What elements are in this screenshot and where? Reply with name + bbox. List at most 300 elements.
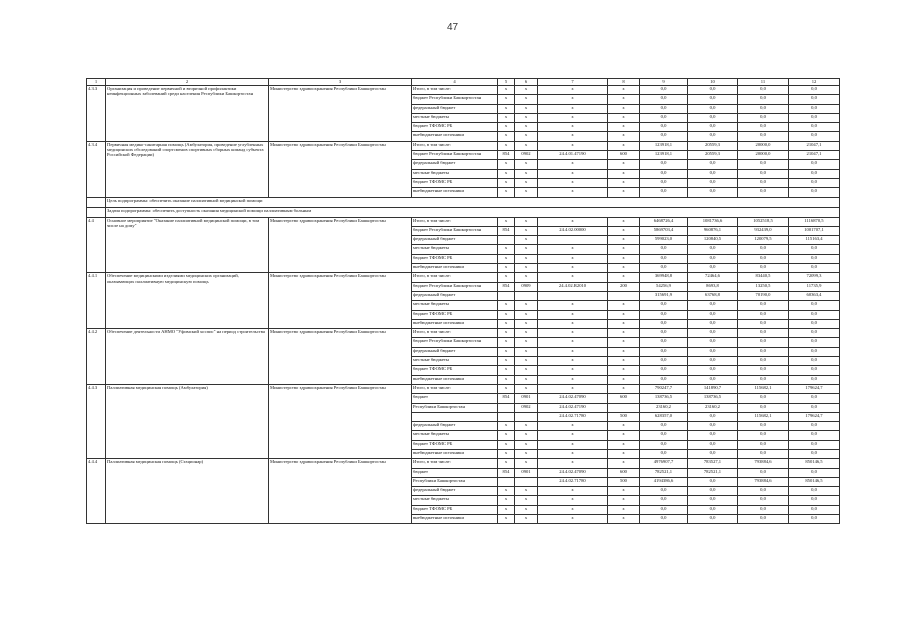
budget-code: x — [498, 301, 515, 310]
budget-code: 854 — [498, 394, 515, 403]
budget-code: x — [608, 188, 640, 197]
amount-value: 0,0 — [688, 487, 738, 496]
item-number: 4.4.1 — [87, 273, 106, 329]
budget-code: x — [608, 273, 640, 282]
amount-value: 5869703,4 — [640, 226, 688, 235]
funding-source: федеральный бюджет — [412, 160, 498, 169]
amount-value: 0,0 — [789, 329, 840, 338]
amount-value: 0,0 — [738, 496, 789, 505]
budget-code: x — [515, 254, 538, 263]
budget-code: x — [538, 254, 608, 263]
budget-code: x — [498, 366, 515, 375]
budget-code: x — [608, 160, 640, 169]
funding-source: внебюджетные источники — [412, 188, 498, 197]
budget-code: x — [538, 123, 608, 132]
amount-value: 0,0 — [688, 95, 738, 104]
budget-code: x — [498, 319, 515, 328]
item-name: Основное мероприятие "Оказание паллиативной медицинской помощи, в том числе на дому" — [106, 217, 269, 273]
budget-code: x — [538, 431, 608, 440]
funding-source: местные бюджеты — [412, 169, 498, 178]
amount-value: 0,0 — [640, 160, 688, 169]
amount-value: 0,0 — [738, 113, 789, 122]
funding-source: внебюджетные источники — [412, 449, 498, 458]
table-row — [87, 459, 840, 468]
funding-source: бюджет ТФОМС РБ — [412, 178, 498, 187]
budget-code: x — [498, 384, 515, 393]
budget-code: x — [608, 226, 640, 235]
amount-value: 0,0 — [688, 375, 738, 384]
amount-value: 0,0 — [640, 123, 688, 132]
header-cell: 7 — [538, 79, 608, 86]
funding-source: Итого, в том числе: — [412, 459, 498, 468]
item-executor: Министерство здравоохранения Республики Башкортостан — [269, 141, 412, 197]
budget-code: x — [498, 254, 515, 263]
budget-code: x — [608, 236, 640, 245]
budget-code: x — [515, 319, 538, 328]
funding-source: Итого, в том числе: — [412, 141, 498, 150]
amount-value: 0,0 — [789, 319, 840, 328]
amount-value: 179624,7 — [789, 412, 840, 421]
budget-code: x — [608, 113, 640, 122]
amount-value: 0,0 — [738, 188, 789, 197]
budget-code: x — [515, 431, 538, 440]
budget-code: x — [608, 347, 640, 356]
amount-value: 0,0 — [789, 515, 840, 524]
amount-value: 0,0 — [688, 169, 738, 178]
budget-code: x — [515, 226, 538, 235]
amount-value: 0,0 — [738, 449, 789, 458]
amount-value: 23160,2 — [640, 403, 688, 412]
budget-code: x — [498, 459, 515, 468]
amount-value: 0,0 — [688, 301, 738, 310]
funding-source: бюджет — [412, 468, 498, 477]
goal-row-text: Цель подпрограммы: обеспечить оказание паллиативной медицинской помощи — [106, 197, 840, 207]
budget-code: 0901 — [515, 394, 538, 403]
budget-code: x — [515, 384, 538, 393]
table-row — [87, 273, 840, 282]
item-number: 4.4.3 — [87, 384, 106, 458]
budget-code: x — [515, 264, 538, 273]
funding-source — [412, 412, 498, 421]
amount-value: 72464,6 — [688, 273, 738, 282]
budget-code: x — [608, 245, 640, 254]
budget-code: x — [498, 449, 515, 458]
budget-code: x — [498, 160, 515, 169]
budget-code: x — [538, 95, 608, 104]
amount-value: 0,0 — [640, 505, 688, 514]
header-cell: 9 — [640, 79, 688, 86]
funding-source: федеральный бюджет — [412, 347, 498, 356]
budget-code: x — [608, 422, 640, 431]
amount-value: 0,0 — [789, 178, 840, 187]
amount-value: 138736,5 — [640, 394, 688, 403]
budget-code: x — [538, 422, 608, 431]
funding-source: бюджет ТФОМС РБ — [412, 123, 498, 132]
funding-source: бюджет Республики Башкортостан — [412, 338, 498, 347]
budget-code — [515, 291, 538, 300]
budget-code: 854 — [498, 151, 515, 160]
budget-code: 854 — [498, 282, 515, 291]
budget-code: x — [498, 178, 515, 187]
amount-value: 21047,1 — [789, 141, 840, 150]
amount-value: 0,0 — [640, 188, 688, 197]
amount-value: 20000,0 — [738, 151, 789, 160]
budget-code: 24.4.02.47090 — [538, 394, 608, 403]
amount-value: 0,0 — [738, 515, 789, 524]
amount-value: 0,0 — [640, 319, 688, 328]
funding-source: Итого, в том числе: — [412, 86, 498, 95]
table-row — [87, 141, 840, 150]
budget-code: x — [498, 329, 515, 338]
budget-code: x — [515, 357, 538, 366]
budget-code: x — [608, 254, 640, 263]
amount-value: 1052518,5 — [738, 217, 789, 226]
task-row — [87, 207, 840, 217]
budget-code: x — [515, 422, 538, 431]
item-name: Обеспечение деятельности АНМО "Уфимский хоспис" на период строительства — [106, 329, 269, 385]
amount-value: 0,0 — [789, 301, 840, 310]
budget-code: x — [608, 141, 640, 150]
amount-value: 0,0 — [789, 264, 840, 273]
amount-value: 141890,7 — [688, 384, 738, 393]
budget-code: x — [498, 104, 515, 113]
budget-code: x — [515, 188, 538, 197]
budget-code: x — [608, 431, 640, 440]
budget-code: x — [538, 487, 608, 496]
budget-code: x — [608, 310, 640, 319]
budget-code: x — [538, 384, 608, 393]
amount-value: 0,0 — [738, 254, 789, 263]
budget-code: x — [608, 366, 640, 375]
amount-value: 0,0 — [789, 468, 840, 477]
budget-code: x — [498, 347, 515, 356]
budget-code: 24.4.02.47190 — [538, 403, 608, 412]
budget-code — [608, 403, 640, 412]
budget-code: 600 — [608, 151, 640, 160]
amount-value: 54256,9 — [640, 282, 688, 291]
header-cell: 4 — [412, 79, 498, 86]
amount-value: 0,0 — [738, 319, 789, 328]
goal-spacer — [87, 197, 106, 207]
amount-value: 0,0 — [738, 431, 789, 440]
amount-value: 0,0 — [789, 347, 840, 356]
budget-code: x — [608, 338, 640, 347]
amount-value: 0,0 — [640, 496, 688, 505]
budget-code: x — [608, 505, 640, 514]
table-row — [87, 86, 840, 95]
budget-code: x — [498, 245, 515, 254]
budget-code: x — [515, 515, 538, 524]
amount-value: 120079,5 — [738, 236, 789, 245]
amount-value: 0,0 — [738, 440, 789, 449]
budget-code: x — [515, 273, 538, 282]
budget-code: x — [498, 496, 515, 505]
budget-code — [498, 403, 515, 412]
funding-source: местные бюджеты — [412, 245, 498, 254]
amount-value: 123918,1 — [640, 141, 688, 150]
amount-value: 0,0 — [688, 123, 738, 132]
budget-code: x — [515, 217, 538, 226]
budget-code: x — [538, 347, 608, 356]
amount-value: 21047,1 — [789, 151, 840, 160]
funding-source: Итого, в том числе: — [412, 329, 498, 338]
amount-value: 782521,1 — [688, 468, 738, 477]
amount-value: 0,0 — [640, 310, 688, 319]
amount-value: 0,0 — [688, 113, 738, 122]
amount-value: 0,0 — [640, 169, 688, 178]
amount-value: 4194386,6 — [640, 477, 688, 486]
budget-code: x — [515, 347, 538, 356]
budget-code: x — [538, 375, 608, 384]
budget-code: x — [538, 505, 608, 514]
budget-code: 0909 — [515, 282, 538, 291]
program-financing-table — [86, 78, 840, 524]
budget-code: x — [538, 329, 608, 338]
budget-code: 24.4.02.71780 — [538, 477, 608, 486]
budget-code: 500 — [608, 477, 640, 486]
amount-value: 0,0 — [640, 366, 688, 375]
budget-code: x — [538, 366, 608, 375]
header-cell: 8 — [608, 79, 640, 86]
item-number: 4.4 — [87, 217, 106, 273]
budget-code: x — [538, 515, 608, 524]
budget-code: x — [515, 366, 538, 375]
budget-code: x — [515, 141, 538, 150]
budget-code: x — [608, 95, 640, 104]
amount-value: 0,0 — [640, 431, 688, 440]
amount-value: 0,0 — [789, 505, 840, 514]
budget-code: x — [498, 273, 515, 282]
budget-code: x — [515, 329, 538, 338]
budget-code: x — [538, 160, 608, 169]
amount-value: 1001707,1 — [789, 226, 840, 235]
amount-value: 0,0 — [688, 188, 738, 197]
budget-code: x — [538, 132, 608, 141]
amount-value: 0,0 — [688, 477, 738, 486]
amount-value: 115163,4 — [789, 236, 840, 245]
funding-source: местные бюджеты — [412, 431, 498, 440]
amount-value: 0,0 — [738, 95, 789, 104]
budget-code: x — [515, 160, 538, 169]
header-cell: 5 — [498, 79, 515, 86]
budget-code: x — [498, 141, 515, 150]
amount-value: 0,0 — [789, 440, 840, 449]
item-executor: Министерство здравоохранения Республики Башкортостан — [269, 459, 412, 524]
item-executor: Министерство здравоохранения Республики Башкортостан — [269, 384, 412, 458]
amount-value: 4976907,7 — [640, 459, 688, 468]
funding-source: внебюджетные источники — [412, 264, 498, 273]
budget-code: x — [608, 375, 640, 384]
funding-source: Республики Башкортостан — [412, 403, 498, 412]
amount-value: 0,0 — [688, 347, 738, 356]
item-number: 4.4.4 — [87, 459, 106, 524]
amount-value: 599023,0 — [640, 236, 688, 245]
amount-value: 0,0 — [640, 449, 688, 458]
budget-code: x — [515, 95, 538, 104]
budget-code: x — [608, 123, 640, 132]
budget-code: x — [538, 104, 608, 113]
amount-value: 0,0 — [640, 254, 688, 263]
amount-value: 6468726,4 — [640, 217, 688, 226]
amount-value: 0,0 — [789, 245, 840, 254]
budget-code: x — [515, 86, 538, 95]
amount-value: 0,0 — [640, 440, 688, 449]
budget-code: 600 — [608, 468, 640, 477]
budget-code: 24.4.02.R2010 — [538, 282, 608, 291]
item-executor: Министерство здравоохранения Республики Башкортостан — [269, 86, 412, 142]
amount-value: 0,0 — [738, 132, 789, 141]
amount-value: 23160,2 — [688, 403, 738, 412]
header-cell: 2 — [106, 79, 269, 86]
amount-value: 0,0 — [640, 347, 688, 356]
funding-source: федеральный бюджет — [412, 291, 498, 300]
budget-code: x — [498, 217, 515, 226]
budget-code: x — [515, 459, 538, 468]
amount-value: 120840,5 — [688, 236, 738, 245]
budget-code: x — [498, 515, 515, 524]
budget-code: x — [515, 487, 538, 496]
amount-value: 0,0 — [688, 357, 738, 366]
amount-value: 0,0 — [688, 104, 738, 113]
amount-value: 0,0 — [789, 338, 840, 347]
budget-code: 854 — [498, 226, 515, 235]
budget-code — [498, 236, 515, 245]
amount-value: 0,0 — [640, 264, 688, 273]
amount-value: 0,0 — [738, 86, 789, 95]
budget-code: x — [498, 264, 515, 273]
budget-code: x — [515, 245, 538, 254]
amount-value: 0,0 — [688, 245, 738, 254]
item-name: Обеспечение медицинскими изделиями медицинских организаций, оказывающих паллиативную медицинскую помощь — [106, 273, 269, 329]
budget-code: x — [498, 169, 515, 178]
funding-source: бюджет ТФОМС РБ — [412, 310, 498, 319]
amount-value: 0,0 — [688, 505, 738, 514]
item-executor: Министерство здравоохранения Республики Башкортостан — [269, 329, 412, 385]
budget-code: x — [608, 449, 640, 458]
amount-value: 70190,0 — [738, 291, 789, 300]
amount-value: 0,0 — [789, 160, 840, 169]
budget-code: x — [608, 319, 640, 328]
amount-value: 0,0 — [789, 496, 840, 505]
budget-code: 0901 — [515, 468, 538, 477]
budget-code: x — [608, 264, 640, 273]
budget-code: x — [538, 449, 608, 458]
amount-value: 0,0 — [789, 86, 840, 95]
amount-value: 783527,1 — [688, 459, 738, 468]
amount-value: 138736,5 — [688, 394, 738, 403]
amount-value: 960876,1 — [688, 226, 738, 235]
budget-code: x — [608, 104, 640, 113]
budget-code: x — [608, 301, 640, 310]
budget-code: 200 — [608, 282, 640, 291]
amount-value: 850146,5 — [789, 459, 840, 468]
amount-value: 179624,7 — [789, 384, 840, 393]
amount-value: 0,0 — [738, 347, 789, 356]
amount-value: 0,0 — [789, 254, 840, 263]
table-row — [87, 217, 840, 226]
amount-value: 0,0 — [688, 264, 738, 273]
amount-value: 0,0 — [789, 123, 840, 132]
budget-code: x — [515, 178, 538, 187]
budget-code: x — [498, 375, 515, 384]
funding-source: внебюджетные источники — [412, 375, 498, 384]
amount-value: 63768,8 — [688, 291, 738, 300]
amount-value: 0,0 — [738, 160, 789, 169]
budget-code: x — [498, 188, 515, 197]
table-row — [87, 329, 840, 338]
amount-value: 0,0 — [688, 431, 738, 440]
funding-source: федеральный бюджет — [412, 422, 498, 431]
budget-code: 600 — [608, 394, 640, 403]
budget-code — [538, 236, 608, 245]
budget-code: 500 — [608, 412, 640, 421]
amount-value: 0,0 — [640, 95, 688, 104]
budget-code: x — [515, 338, 538, 347]
budget-code: x — [498, 357, 515, 366]
budget-code: 24.4.02.00000 — [538, 226, 608, 235]
budget-code: x — [515, 236, 538, 245]
amount-value: 0,0 — [640, 301, 688, 310]
amount-value: 790247,7 — [640, 384, 688, 393]
budget-code: x — [608, 459, 640, 468]
amount-value: 315691,9 — [640, 291, 688, 300]
budget-code: 0902 — [515, 151, 538, 160]
budget-code: x — [515, 449, 538, 458]
amount-value: 850146,5 — [789, 477, 840, 486]
amount-value: 0,0 — [688, 86, 738, 95]
funding-source: местные бюджеты — [412, 301, 498, 310]
table-row — [87, 384, 840, 393]
funding-source: внебюджетные источники — [412, 319, 498, 328]
budget-code: x — [538, 113, 608, 122]
budget-code: x — [515, 310, 538, 319]
goal-spacer — [87, 207, 106, 217]
header-cell: 11 — [738, 79, 789, 86]
amount-value: 0,0 — [789, 95, 840, 104]
amount-value: 20000,0 — [738, 141, 789, 150]
amount-value: 115682,1 — [738, 412, 789, 421]
amount-value: 0,0 — [789, 422, 840, 431]
amount-value: 0,0 — [688, 412, 738, 421]
funding-source: бюджет Республики Башкортостан — [412, 151, 498, 160]
budget-code: x — [498, 86, 515, 95]
funding-source: федеральный бюджет — [412, 104, 498, 113]
amount-value: 0,0 — [688, 422, 738, 431]
budget-code — [498, 412, 515, 421]
budget-code — [498, 477, 515, 486]
funding-source: внебюджетные источники — [412, 515, 498, 524]
budget-code: x — [515, 505, 538, 514]
budget-code: x — [515, 440, 538, 449]
amount-value: 0,0 — [688, 132, 738, 141]
budget-code: x — [538, 178, 608, 187]
amount-value: 0,0 — [789, 375, 840, 384]
budget-code: x — [515, 132, 538, 141]
amount-value: 0,0 — [688, 178, 738, 187]
amount-value: 0,0 — [789, 366, 840, 375]
budget-code: x — [538, 86, 608, 95]
budget-code: x — [515, 496, 538, 505]
amount-value: 115682,1 — [738, 384, 789, 393]
budget-code: x — [515, 104, 538, 113]
item-name: Организация и проведение первичной и вторичной профилактики неинфекционных заболеваний среди населения Республики Башкортостан — [106, 86, 269, 142]
budget-code — [608, 291, 640, 300]
item-number: 4.3.4 — [87, 141, 106, 197]
amount-value: 20559,3 — [688, 141, 738, 150]
budget-code: x — [608, 132, 640, 141]
amount-value: 0,0 — [688, 515, 738, 524]
funding-source: Республики Башкортостан — [412, 477, 498, 486]
